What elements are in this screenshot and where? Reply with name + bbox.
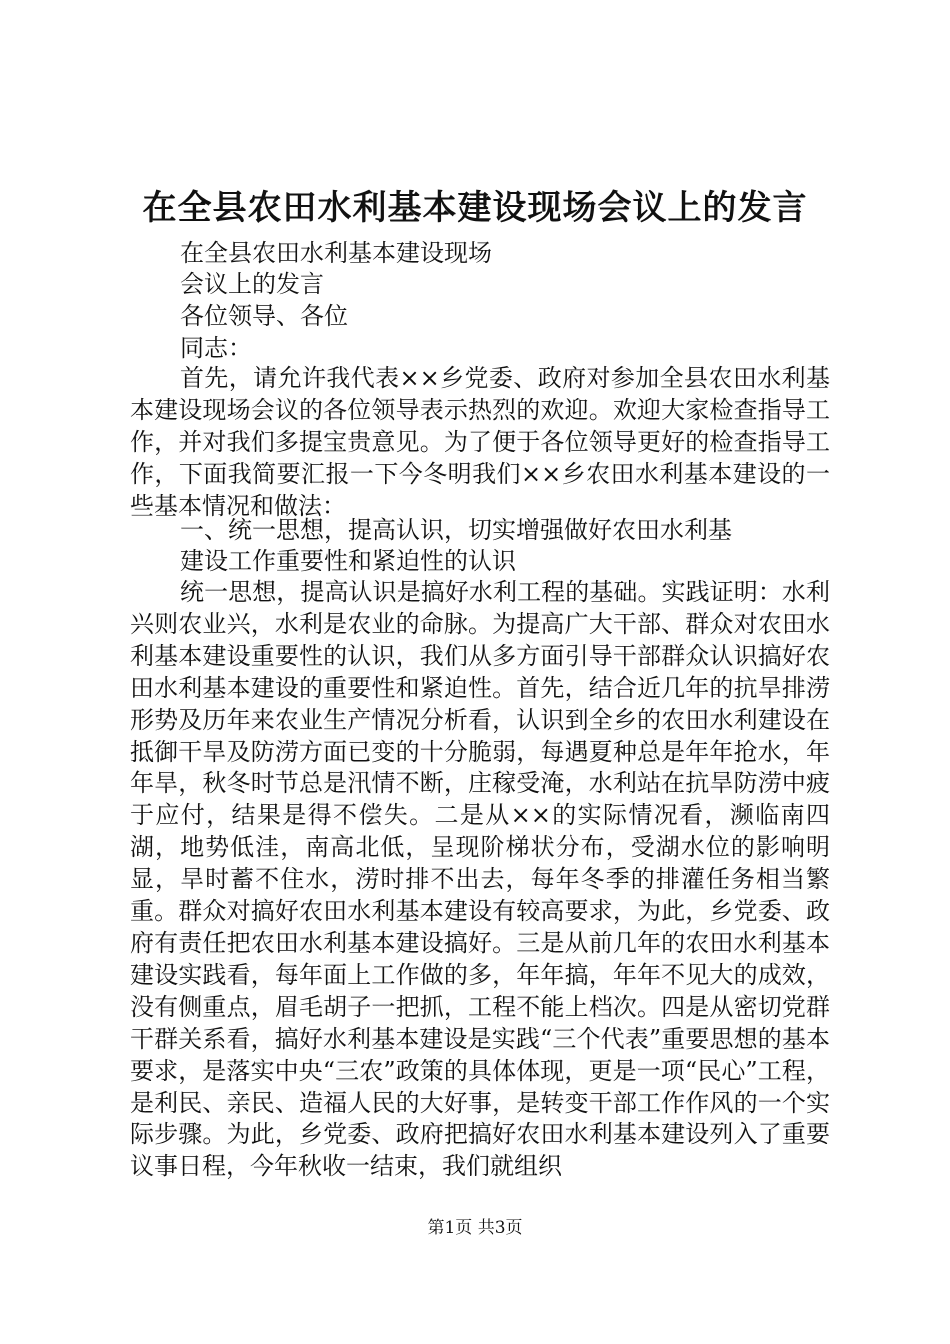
salutation-line-1: 各位领导、各位 xyxy=(180,302,348,330)
document-title: 在全县农田水利基本建设现场会议上的发言 xyxy=(142,188,808,228)
salutation-line-2: 同志： xyxy=(180,334,252,362)
section-heading-line-2: 建设工作重要性和紧迫性的认识 xyxy=(180,547,516,575)
section-heading-line-1: 一、统一思想，提高认识，切实增强做好农田水利基 xyxy=(180,516,732,544)
paragraph-introduction: 首先，请允许我代表××乡党委、政府对参加全县农田水利基本建设现场会议的各位领导表示热烈的欢迎。欢迎大家检查指导工作，并对我们多提宝贵意见。为了便于各位领导更好的检查指导工作，下面我简要汇报一下今冬明我们××乡农田水利基本建设的一些基本情况和做法： xyxy=(130,364,830,520)
subtitle-line-2: 会议上的发言 xyxy=(180,270,324,298)
subtitle-line-1: 在全县农田水利基本建设现场 xyxy=(180,239,492,267)
page-number-footer: 第1页 共3页 xyxy=(427,1218,523,1238)
paragraph-section-one: 统一思想，提高认识是搞好水利工程的基础。实践证明：水利兴则农业兴，水利是农业的命脉。为提高广大干部、群众对农田水利基本建设重要性的认识，我们从多方面引导干部群众认识搞好农田水利基本建设的重要性和紧迫性。首先，结合近几年的抗旱排涝形势及历年来农业生产情况分析看，认识到全乡的农田水利建设在抵御干旱及防涝方面已变的十分脆弱，每遇夏种总是年年抢水，年年旱，秋冬时节总是汛情不断，庄稼受淹，水利站在抗旱防涝中疲于应付，结果是得不偿失。二是从××的实际情况看，濒临南四湖，地势低洼，南高北低，呈现阶梯状分布，受湖水位的影响明显，旱时蓄不住水，涝时排不出去，每年冬季的排灌任务相当繁重。群众对搞好农田水利基本建设有较高要求，为此，乡党委、政府有责任把农田水利基本建设搞好。三是从前几年的农田水利基本建设实践看，每年面上工作做的多，年年搞，年年不见大的成效，没有侧重点，眉毛胡子一把抓，工程不能上档次。四是从密切党群干群关系看，搞好水利基本建设是实践“三个代表”重要思想的基本要求，是落实中央“三农”政策的具体体现，更是一项“民心”工程，是利民、亲民、造福人民的大好事，是转变干部工作作风的一个实际步骤。为此，乡党委、政府把搞好农田水利基本建设列入了重要议事日程，今年秋收一结束，我们就组织 xyxy=(130,578,830,1181)
